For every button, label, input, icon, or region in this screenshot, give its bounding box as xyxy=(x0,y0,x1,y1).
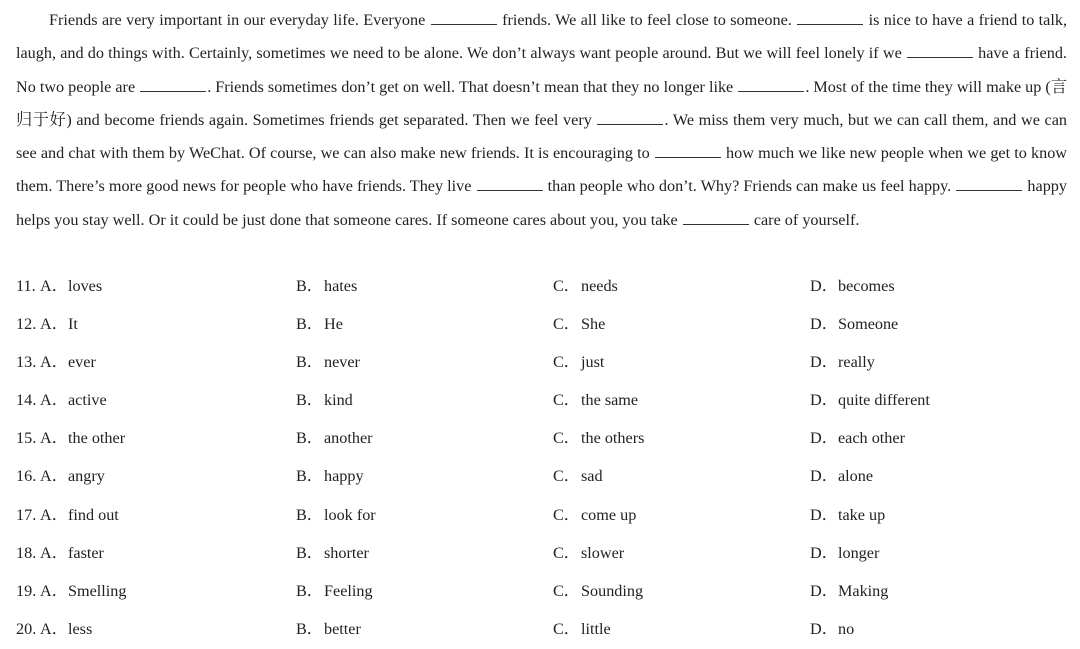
answer-blank-13[interactable] xyxy=(907,43,973,58)
option-a[interactable] xyxy=(40,572,126,610)
option-letter: B． xyxy=(296,619,323,638)
option-text: becomes xyxy=(838,277,895,295)
option-letter: C． xyxy=(553,543,580,562)
question-number: 20. xyxy=(16,619,37,638)
option-letter: C． xyxy=(553,429,580,448)
option-letter: D． xyxy=(810,505,838,524)
option-text: ever xyxy=(68,353,96,372)
passage-text-segment: happy helps you stay well. Or it could be just done that someone cares. If someone cares about you, you take xyxy=(16,177,1067,229)
option-text: shorter xyxy=(324,543,369,562)
passage-text-segment: how much we like new people when we get to know them. There’s more good news for people who have friends. They live xyxy=(16,144,1067,196)
answer-blank-12[interactable] xyxy=(797,10,863,25)
option-text: Sounding xyxy=(581,581,644,600)
question-number: 12. xyxy=(16,315,37,334)
option-text: little xyxy=(581,619,611,638)
option-letter: D． xyxy=(810,391,838,410)
option-text: come up xyxy=(581,505,637,524)
option-letter: A． xyxy=(40,543,68,562)
option-text: alone xyxy=(838,467,874,486)
question-row xyxy=(16,267,1076,305)
option-letter: A． xyxy=(40,429,68,448)
option-c[interactable] xyxy=(553,381,638,419)
option-a[interactable] xyxy=(40,610,92,648)
option-a[interactable] xyxy=(40,534,104,572)
option-letter: B． xyxy=(296,391,323,410)
passage-text-segment: than people who don’t. Why? Friends can make us feel happy. xyxy=(543,177,956,196)
answer-blank-18[interactable] xyxy=(477,176,543,191)
option-a[interactable] xyxy=(40,343,96,381)
option-text: look for xyxy=(324,505,376,524)
option-letter: B． xyxy=(296,581,323,600)
option-letter: D． xyxy=(810,581,838,600)
option-letter: A． xyxy=(40,391,68,410)
option-text: quite different xyxy=(838,391,930,410)
option-text: Making xyxy=(838,581,889,600)
option-text: each other xyxy=(838,429,905,448)
option-text: kind xyxy=(324,391,353,410)
option-c[interactable] xyxy=(553,610,611,648)
passage-text-segment: Friends are very important in our everyday life. Everyone xyxy=(49,11,430,29)
question-row xyxy=(16,496,1076,534)
option-letter: C． xyxy=(553,391,580,410)
option-text: another xyxy=(324,429,373,448)
option-text: really xyxy=(838,353,875,372)
option-text: It xyxy=(68,315,78,334)
option-b[interactable] xyxy=(296,419,373,457)
option-letter: D． xyxy=(810,429,838,448)
option-letter: C． xyxy=(553,505,580,524)
passage-text-segment: is nice to have a friend to talk, laugh, and do things with. Certainly, sometimes we need to be alone. We don’t always want people around. But we will feel lonely if we xyxy=(16,11,1068,63)
passage-text-segment: . Most of the time they will make up (言归于好) and become friends again. Sometimes friends get separated. Then we feel very xyxy=(16,77,1068,129)
question-row xyxy=(16,305,1076,343)
option-letter: D． xyxy=(810,467,838,486)
option-c[interactable] xyxy=(553,572,643,610)
option-text: take up xyxy=(838,505,886,524)
option-letter: A． xyxy=(40,581,68,600)
passage-text-segment: . We miss them very much, but we can call them, and we can see and chat with them by WeChat. Of course, we can also make new friends. It is encouraging to xyxy=(16,110,1067,163)
option-b[interactable] xyxy=(296,610,361,648)
option-text: longer xyxy=(838,543,880,562)
option-letter: B． xyxy=(296,505,323,524)
option-d[interactable] xyxy=(810,457,873,495)
option-text: faster xyxy=(68,543,104,562)
question-row xyxy=(16,381,1076,419)
question-list xyxy=(16,267,1076,648)
option-text: sad xyxy=(581,467,603,486)
option-text: better xyxy=(324,619,361,638)
option-text: less xyxy=(68,619,93,638)
option-text: the other xyxy=(68,429,126,448)
option-text: happy xyxy=(324,467,364,486)
option-a[interactable] xyxy=(40,381,107,419)
question-number: 19. xyxy=(16,581,37,600)
option-text: never xyxy=(324,353,360,372)
question-number: 18. xyxy=(16,543,37,562)
option-a[interactable] xyxy=(40,305,78,343)
option-a[interactable] xyxy=(40,457,105,495)
option-a[interactable] xyxy=(40,419,125,457)
answer-blank-19[interactable] xyxy=(956,176,1022,191)
question-row xyxy=(16,419,1076,457)
option-d[interactable] xyxy=(810,610,854,648)
option-text: slower xyxy=(581,543,625,562)
option-b[interactable] xyxy=(296,381,353,419)
passage-text-segment: friends. We all like to feel close to someone. xyxy=(497,11,797,29)
option-text: the others xyxy=(581,429,645,448)
option-c[interactable] xyxy=(553,534,624,572)
option-letter: B． xyxy=(296,353,323,372)
option-text: find out xyxy=(68,505,119,524)
option-letter: A． xyxy=(40,277,68,295)
option-b[interactable] xyxy=(296,457,364,495)
answer-blank-14[interactable] xyxy=(140,77,206,92)
passage-text-segment: . Friends sometimes don’t get on well. That doesn’t mean that they no longer like xyxy=(207,77,738,96)
option-letter: C． xyxy=(553,619,580,638)
option-b[interactable] xyxy=(296,572,373,610)
option-letter: D． xyxy=(810,315,838,334)
option-d[interactable] xyxy=(810,305,898,343)
question-number: 15. xyxy=(16,429,37,448)
question-number: 14. xyxy=(16,391,37,410)
option-c[interactable] xyxy=(553,496,636,534)
option-text: needs xyxy=(581,277,618,295)
question-row xyxy=(16,343,1076,381)
option-letter: A． xyxy=(40,353,68,372)
option-d[interactable] xyxy=(810,381,930,419)
option-letter: D． xyxy=(810,619,838,638)
option-letter: C． xyxy=(553,315,580,334)
option-text: no xyxy=(838,619,855,638)
option-letter: C． xyxy=(553,467,580,486)
option-text: hates xyxy=(324,277,358,295)
question-number: 16. xyxy=(16,467,37,486)
option-letter: D． xyxy=(810,353,838,372)
option-text: Someone xyxy=(838,315,899,334)
option-d[interactable] xyxy=(810,496,885,534)
option-text: Feeling xyxy=(324,581,373,600)
option-letter: B． xyxy=(296,467,323,486)
option-text: just xyxy=(581,353,605,372)
option-letter: A． xyxy=(40,467,68,486)
question-number: 13. xyxy=(16,353,37,372)
question-row xyxy=(16,572,1076,610)
option-letter: B． xyxy=(296,543,323,562)
option-b[interactable] xyxy=(296,343,360,381)
answer-blank-17[interactable] xyxy=(655,143,721,158)
option-letter: B． xyxy=(296,277,323,295)
option-c[interactable] xyxy=(553,419,644,457)
passage-text-segment: have a friend. No two people are xyxy=(16,44,1067,96)
option-letter: A． xyxy=(40,619,68,638)
option-d[interactable] xyxy=(810,534,879,572)
option-text: loves xyxy=(68,277,103,295)
question-row xyxy=(16,610,1076,648)
option-b[interactable] xyxy=(296,496,376,534)
option-c[interactable] xyxy=(553,267,618,305)
option-letter: B． xyxy=(296,315,323,334)
option-letter: C． xyxy=(553,277,580,295)
option-c[interactable] xyxy=(553,457,603,495)
option-b[interactable] xyxy=(296,534,369,572)
option-letter: D． xyxy=(810,277,838,295)
option-text: Smelling xyxy=(68,581,127,600)
option-letter: D． xyxy=(810,543,838,562)
option-letter: B． xyxy=(296,429,323,448)
option-b[interactable] xyxy=(296,267,357,305)
answer-blank-15[interactable] xyxy=(738,77,804,92)
option-d[interactable] xyxy=(810,267,895,305)
option-text: He xyxy=(324,315,343,334)
option-letter: C． xyxy=(553,581,580,600)
option-a[interactable] xyxy=(40,496,119,534)
option-text: angry xyxy=(68,467,105,486)
cloze-passage xyxy=(16,4,1067,237)
option-text: She xyxy=(581,315,606,334)
option-d[interactable] xyxy=(810,419,905,457)
answer-blank-11[interactable] xyxy=(431,10,497,25)
question-row xyxy=(16,457,1076,495)
answer-blank-16[interactable] xyxy=(597,110,663,125)
option-c[interactable] xyxy=(553,343,604,381)
option-c[interactable] xyxy=(553,305,605,343)
option-text: the same xyxy=(581,391,639,410)
option-a[interactable] xyxy=(40,267,102,305)
option-text: active xyxy=(68,391,107,410)
option-d[interactable] xyxy=(810,343,875,381)
option-letter: A． xyxy=(40,315,68,334)
option-letter: C． xyxy=(553,353,580,372)
option-d[interactable] xyxy=(810,572,888,610)
question-number: 17. xyxy=(16,505,37,524)
question-number: 11. xyxy=(16,277,36,295)
option-b[interactable] xyxy=(296,305,343,343)
passage-text-segment: care of yourself. xyxy=(749,210,860,229)
option-letter: A． xyxy=(40,505,68,524)
answer-blank-20[interactable] xyxy=(683,210,749,225)
question-row xyxy=(16,534,1076,572)
